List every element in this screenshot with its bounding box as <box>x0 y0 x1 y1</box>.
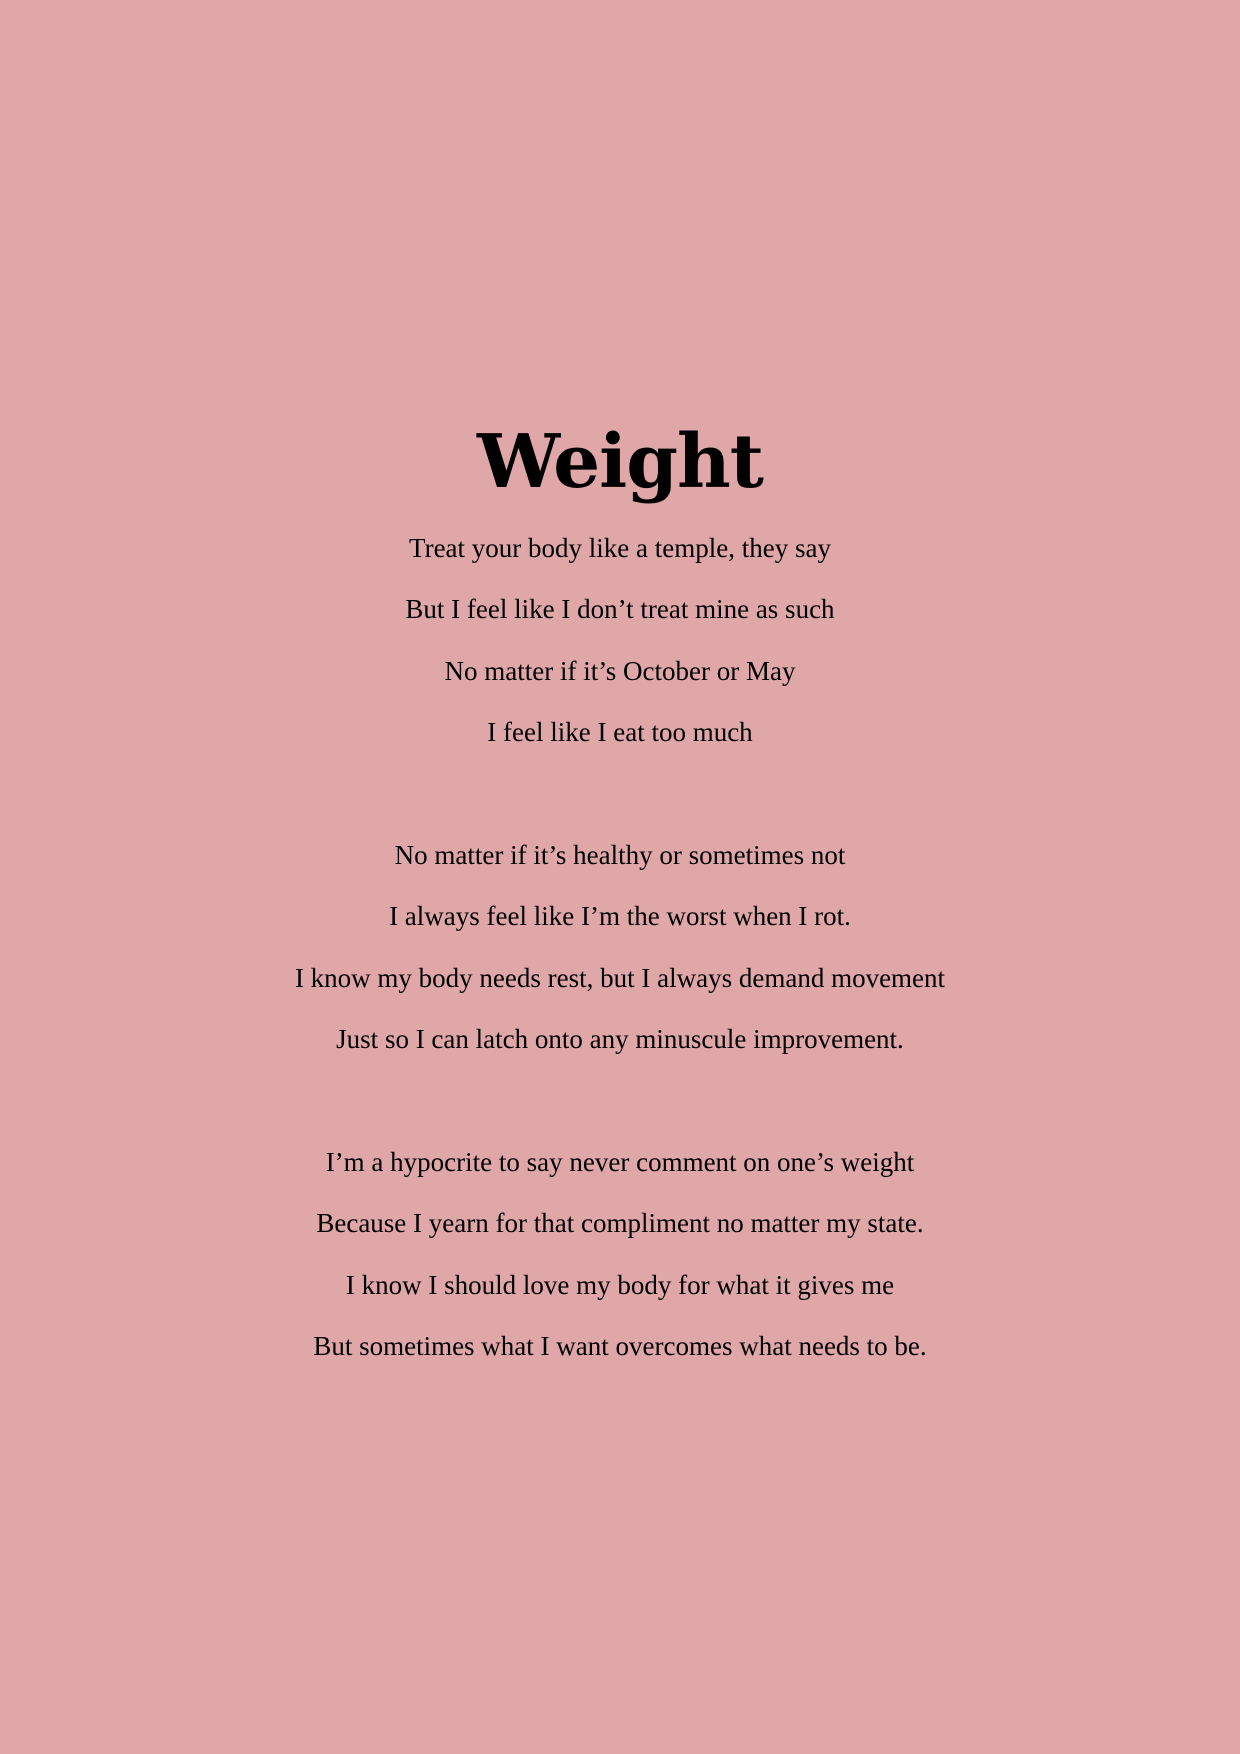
poem-line: I know my body needs rest, but I always demand movement <box>294 963 946 993</box>
poem-line: I’m a hypocrite to say never comment on one’s weight <box>325 1147 915 1177</box>
poem-line: I always feel like I’m the worst when I rot. <box>389 901 851 931</box>
poem-line: Just so I can latch onto any minuscule improvement. <box>336 1024 904 1054</box>
poem-line: I know I should love my body for what it gives me <box>345 1270 895 1300</box>
poem-line: Treat your body like a temple, they say <box>409 533 831 563</box>
poem-line: No matter if it’s October or May <box>444 656 796 686</box>
poem-line: But I feel like I don’t treat mine as such <box>405 594 835 624</box>
poem-line: Because I yearn for that compliment no matter my state. <box>316 1208 924 1238</box>
poem-title: Weight <box>477 419 763 505</box>
poem-line: I feel like I eat too much <box>487 717 753 747</box>
poem-line: No matter if it’s healthy or sometimes not <box>394 840 846 870</box>
poem-line: But sometimes what I want overcomes what needs to be. <box>313 1331 927 1361</box>
